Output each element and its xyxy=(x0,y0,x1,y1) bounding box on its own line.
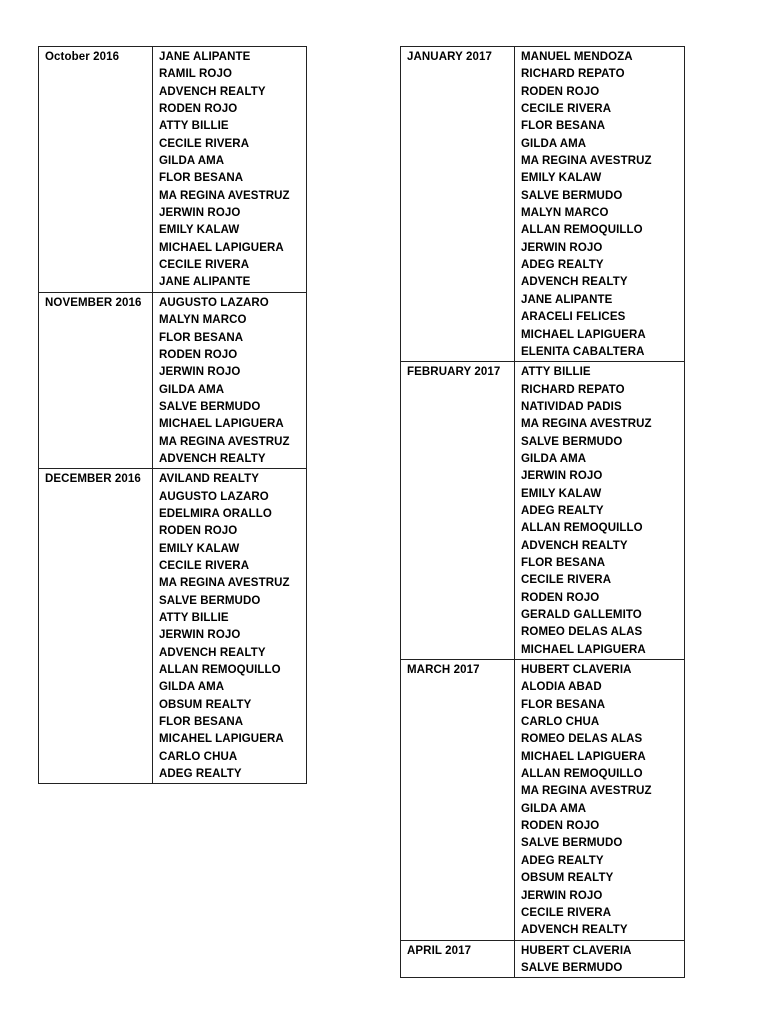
name-entry: ROMEO DELAS ALAS xyxy=(521,626,643,639)
name-entry: MICHAEL LAPIGUERA xyxy=(521,643,646,656)
name-entry: FLOR BESANA xyxy=(521,698,606,711)
name-list xyxy=(153,47,307,293)
name-entry: MALYN MARCO xyxy=(521,207,609,220)
name-entry: ADVENCH REALTY xyxy=(521,924,628,937)
month-row xyxy=(401,47,685,362)
name-entry: JERWIN ROJO xyxy=(159,207,241,220)
name-entry: ALLAN REMOQUILLO xyxy=(521,768,643,781)
name-list xyxy=(515,940,685,978)
name-entry: ADEG REALTY xyxy=(159,768,242,781)
name-entry: RODEN ROJO xyxy=(159,525,238,538)
name-entry: MA REGINA AVESTRUZ xyxy=(159,189,290,202)
name-entry: MALYN MARCO xyxy=(159,314,247,327)
name-entry: GILDA AMA xyxy=(521,802,587,815)
month-label: APRIL 2017 xyxy=(401,940,515,978)
name-entry: RICHARD REPATO xyxy=(521,383,625,396)
name-entry: MA REGINA AVESTRUZ xyxy=(159,435,290,448)
name-entry: FLOR BESANA xyxy=(521,120,606,133)
name-entry: JERWIN ROJO xyxy=(159,629,241,642)
name-entry: HUBERT CLAVERIA xyxy=(521,664,632,677)
name-entry: HUBERT CLAVERIA xyxy=(521,944,632,957)
name-entry: ATTY BILLIE xyxy=(159,612,229,624)
name-entry: RODEN ROJO xyxy=(159,348,238,361)
name-entry: RODEN ROJO xyxy=(521,85,600,98)
name-entry: MANUEL MENDOZA xyxy=(521,51,633,63)
name-entry: CECILE RIVERA xyxy=(159,259,250,272)
name-list xyxy=(515,362,685,660)
name-entry: RODEN ROJO xyxy=(159,103,238,116)
name-entry: GILDA AMA xyxy=(159,155,225,168)
name-entry: ADVENCH REALTY xyxy=(159,452,266,465)
name-list xyxy=(153,292,307,468)
name-entry: AVILAND REALTY xyxy=(159,473,259,486)
name-entry: MA REGINA AVESTRUZ xyxy=(521,155,652,168)
name-entry: FLOR BESANA xyxy=(159,172,244,185)
name-list xyxy=(153,469,307,784)
name-list xyxy=(515,47,685,362)
month-row xyxy=(39,469,307,784)
name-entry: CECILE RIVERA xyxy=(159,137,250,150)
name-entry: RICHARD REPATO xyxy=(521,68,625,81)
name-entry: EMILY KALAW xyxy=(521,172,602,185)
name-entry: GILDA AMA xyxy=(159,383,225,396)
name-entry: AUGUSTO LAZARO xyxy=(159,490,269,503)
name-entry: EMILY KALAW xyxy=(159,224,240,237)
name-entry: EDELMIRA ORALLO xyxy=(159,507,272,520)
schedule-table-left xyxy=(38,46,307,784)
month-label: October 2016 xyxy=(39,47,153,293)
name-entry: ALODIA ABAD xyxy=(521,681,602,694)
name-entry: ADVENCH REALTY xyxy=(159,646,266,659)
name-entry: SALVE BERMUDO xyxy=(521,435,623,448)
schedule-table-left-body xyxy=(39,47,307,784)
name-entry: ALLAN REMOQUILLO xyxy=(521,522,643,535)
name-entry: ATTY BILLIE xyxy=(159,120,229,133)
name-entry: SALVE BERMUDO xyxy=(159,594,261,607)
name-entry: MA REGINA AVESTRUZ xyxy=(521,418,652,431)
month-label: MARCH 2017 xyxy=(401,660,515,941)
name-entry: ADVENCH REALTY xyxy=(521,539,628,552)
name-entry: SALVE BERMUDO xyxy=(521,189,623,202)
name-entry: ADEG REALTY xyxy=(521,504,604,517)
name-entry: CECILE RIVERA xyxy=(159,559,250,572)
name-entry: GILDA AMA xyxy=(521,137,587,150)
name-entry: CECILE RIVERA xyxy=(521,574,612,587)
name-entry: MICAHEL LAPIGUERA xyxy=(159,733,284,746)
month-label: JANUARY 2017 xyxy=(401,47,515,362)
name-entry: ADEG REALTY xyxy=(521,259,604,272)
name-entry: JANE ALIPANTE xyxy=(521,293,613,306)
name-entry: CECILE RIVERA xyxy=(521,103,612,116)
name-entry: ADVENCH REALTY xyxy=(159,85,266,98)
name-entry: GILDA AMA xyxy=(159,681,225,694)
name-entry: OBSUM REALTY xyxy=(521,872,614,885)
name-entry: ALLAN REMOQUILLO xyxy=(521,224,643,237)
name-entry: MICHAEL LAPIGUERA xyxy=(159,241,284,254)
name-entry: CECILE RIVERA xyxy=(521,906,612,919)
name-entry: JANE ALIPANTE xyxy=(159,276,251,289)
name-entry: ADEG REALTY xyxy=(521,854,604,867)
name-entry: RODEN ROJO xyxy=(521,591,600,604)
schedule-table-right-body xyxy=(401,47,685,978)
month-row xyxy=(401,940,685,978)
name-list xyxy=(515,660,685,941)
month-label: DECEMBER 2016 xyxy=(39,469,153,784)
name-entry: SALVE BERMUDO xyxy=(521,961,623,974)
month-row xyxy=(401,362,685,660)
name-entry: RODEN ROJO xyxy=(521,820,600,833)
name-entry: JANE ALIPANTE xyxy=(159,51,251,63)
name-entry: FLOR BESANA xyxy=(521,556,606,569)
name-entry: RAMIL ROJO xyxy=(159,68,232,81)
month-label: NOVEMBER 2016 xyxy=(39,292,153,468)
name-entry: SALVE BERMUDO xyxy=(521,837,623,850)
name-entry: ELENITA CABALTERA xyxy=(521,345,645,358)
schedule-table-right xyxy=(400,46,685,978)
name-entry: ADVENCH REALTY xyxy=(521,276,628,289)
name-entry: MICHAEL LAPIGUERA xyxy=(521,750,646,763)
name-entry: MA REGINA AVESTRUZ xyxy=(159,577,290,590)
name-entry: CARLO CHUA xyxy=(159,750,238,763)
month-row xyxy=(39,292,307,468)
name-entry: EMILY KALAW xyxy=(521,487,602,500)
month-row xyxy=(401,660,685,941)
name-entry: FLOR BESANA xyxy=(159,716,244,729)
name-entry: JERWIN ROJO xyxy=(521,889,603,902)
name-entry: AUGUSTO LAZARO xyxy=(159,296,269,309)
name-entry: EMILY KALAW xyxy=(159,542,240,555)
name-entry: ALLAN REMOQUILLO xyxy=(159,664,281,677)
name-entry: OBSUM REALTY xyxy=(159,698,252,711)
name-entry: CARLO CHUA xyxy=(521,716,600,729)
name-entry: MA REGINA AVESTRUZ xyxy=(521,785,652,798)
name-entry: GERALD GALLEMITO xyxy=(521,609,642,621)
month-label: FEBRUARY 2017 xyxy=(401,362,515,660)
month-row xyxy=(39,47,307,293)
name-entry: ATTY BILLIE xyxy=(521,366,591,379)
name-entry: JERWIN ROJO xyxy=(521,470,603,483)
name-entry: ARACELI FELICES xyxy=(521,311,626,324)
name-entry: MICHAEL LAPIGUERA xyxy=(521,328,646,341)
name-entry: ROMEO DELAS ALAS xyxy=(521,733,643,746)
name-entry: SALVE BERMUDO xyxy=(159,400,261,413)
name-entry: JERWIN ROJO xyxy=(159,366,241,379)
name-entry: GILDA AMA xyxy=(521,452,587,465)
name-entry: FLOR BESANA xyxy=(159,331,244,344)
name-entry: MICHAEL LAPIGUERA xyxy=(159,418,284,431)
name-entry: NATIVIDAD PADIS xyxy=(521,400,622,413)
name-entry: JERWIN ROJO xyxy=(521,241,603,254)
